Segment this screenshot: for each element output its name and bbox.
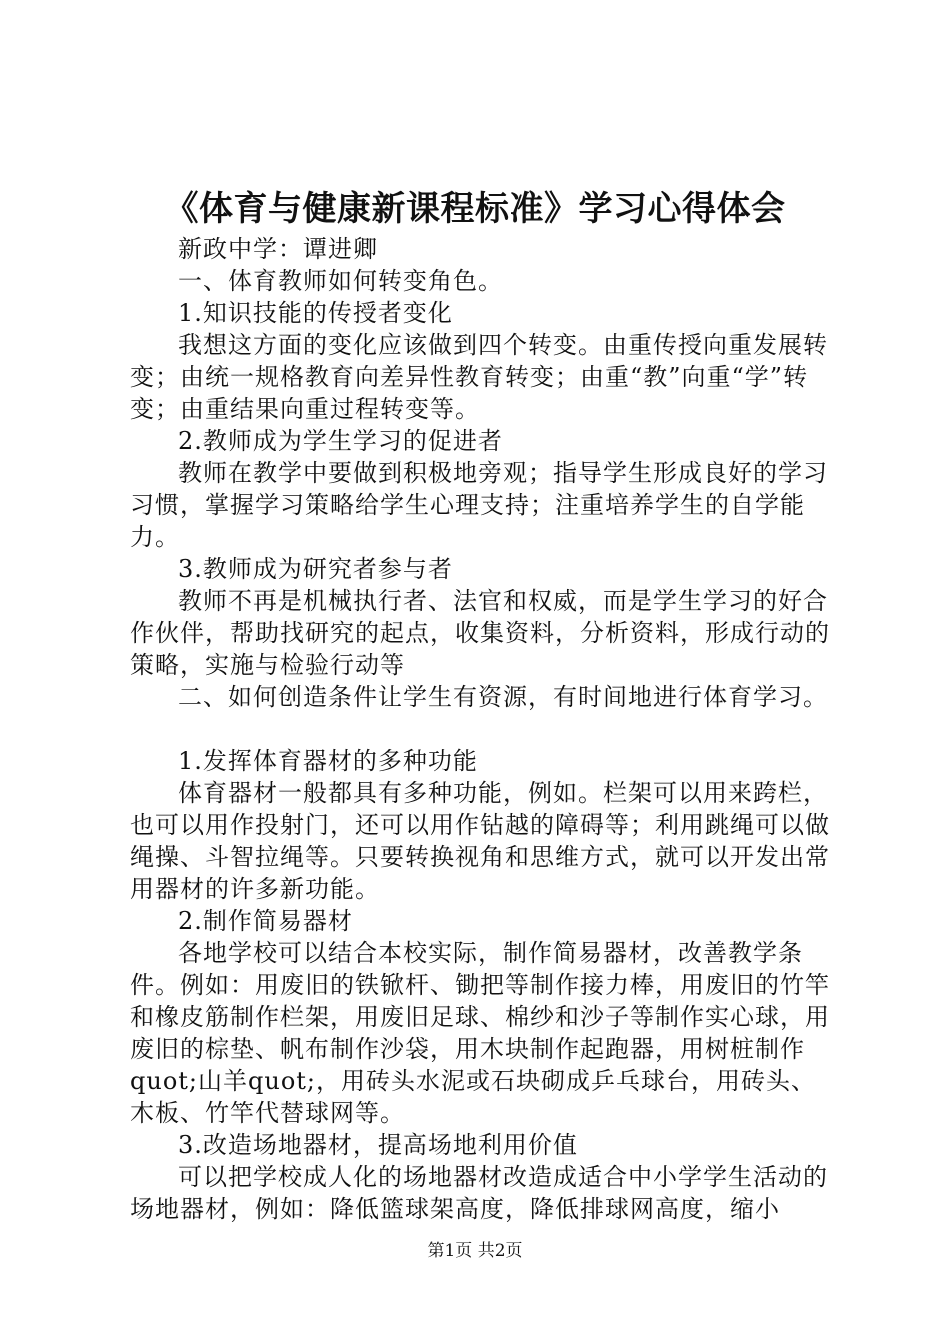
blank-line <box>130 713 830 745</box>
page-footer: 第1页 共2页 <box>427 1241 523 1261</box>
paragraph: 各地学校可以结合本校实际，制作简易器材，改善教学条件。例如：用废旧的铁锨杆、锄把等制作接力棒，用废旧的竹竿和橡皮筋制作栏架，用废旧足球、棉纱和沙子等制作实心球，用废旧的棕垫、帆布制作沙袋，用木块制作起跑器，用树桩制作quot;山羊quot;，用砖头水泥或石块砌成乒乓球台，用砖头、木板、竹竿代替球网等。 <box>130 939 830 1127</box>
document-title: 《体育与健康新课程标准》学习心得体会 <box>164 189 786 229</box>
subheading-1-3: 3.教师成为研究者参与者 <box>178 555 453 583</box>
paragraph: 体育器材一般都具有多种功能，例如。栏架可以用来跨栏，也可以用作投射门，还可以用作钻越的障碍等；利用跳绳可以做绳操、斗智拉绳等。只要转换视角和思维方式，就可以开发出常用器材的许多新功能。 <box>130 779 830 903</box>
subheading-2-2: 2.制作简易器材 <box>178 907 353 935</box>
paragraph: 我想这方面的变化应该做到四个转变。由重传授向重发展转变；由统一规格教育向差异性教育转变；由重“教”向重“学”转变；由重结果向重过程转变等。 <box>130 331 828 423</box>
paragraph: 可以把学校成人化的场地器材改造成适合中小学学生活动的场地器材，例如：降低篮球架高度，降低排球网高度，缩小 <box>130 1163 828 1223</box>
document-body <box>130 233 830 1225</box>
paragraph: 教师不再是机械执行者、法官和权威，而是学生学习的好合作伙伴，帮助找研究的起点，收集资料，分析资料，形成行动的策略，实施与检验行动等 <box>130 587 830 679</box>
subheading-1-2: 2.教师成为学生学习的促进者 <box>178 427 503 455</box>
section-heading-1: 一、体育教师如何转变角色。 <box>178 267 503 295</box>
section-heading-2: 二、如何创造条件让学生有资源，有时间地进行体育学习。 <box>178 683 828 711</box>
subheading-2-3: 3.改造场地器材，提高场地利用价值 <box>178 1131 578 1159</box>
author-line: 新政中学：谭进卿 <box>178 235 378 263</box>
paragraph: 教师在教学中要做到积极地旁观；指导学生形成良好的学习习惯，掌握学习策略给学生心理支持；注重培养学生的自学能力。 <box>130 459 828 551</box>
subheading-2-1: 1.发挥体育器材的多种功能 <box>178 747 478 775</box>
subheading-1-1: 1.知识技能的传授者变化 <box>178 299 453 327</box>
